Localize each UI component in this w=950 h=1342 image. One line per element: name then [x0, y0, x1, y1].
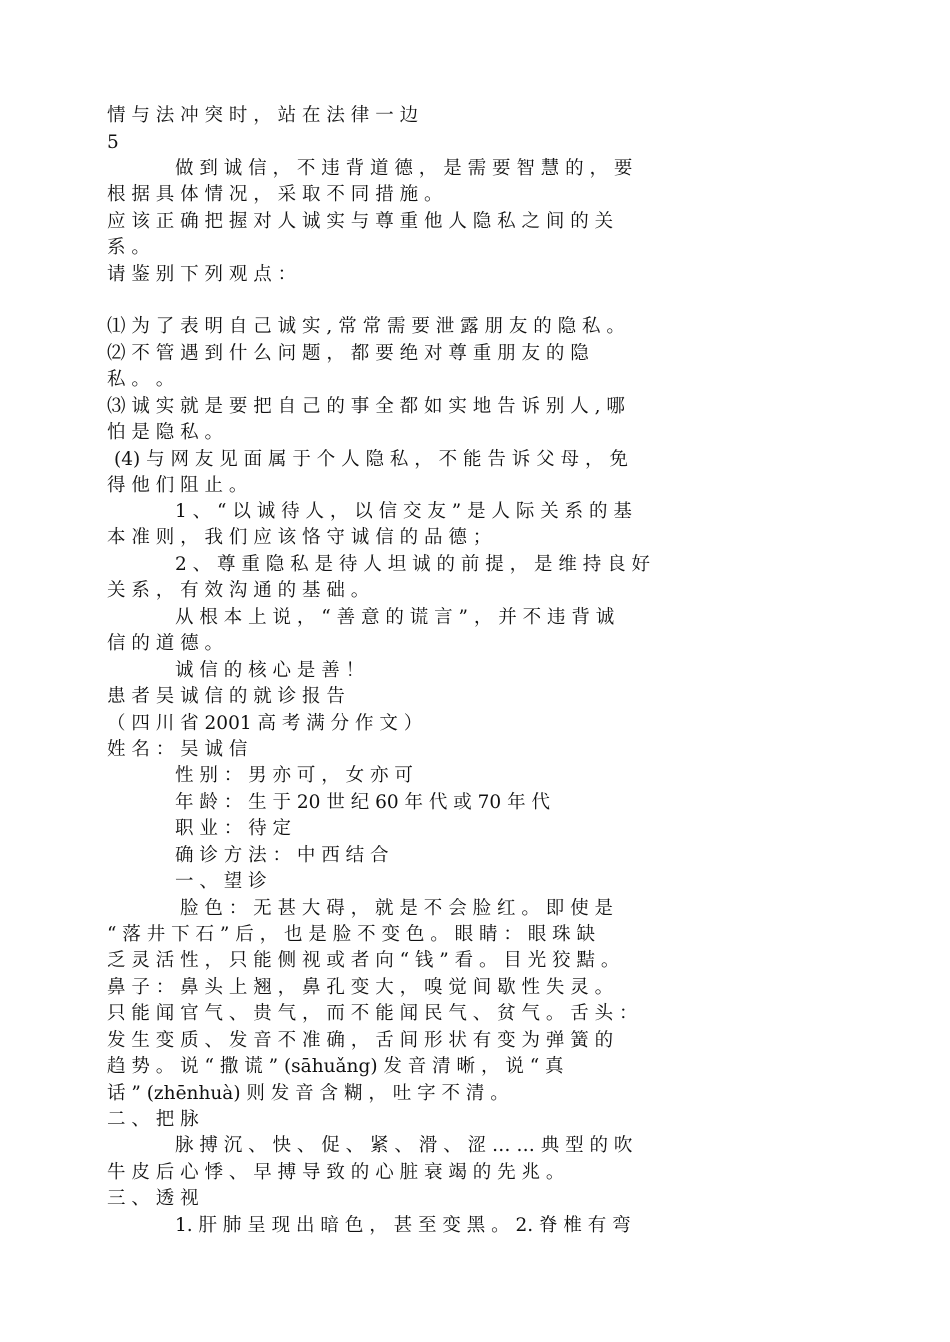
text-line: 系 。	[107, 237, 150, 258]
text-line: 怕 是 隐 私 。	[107, 422, 224, 443]
text-line: 年 龄 ： 生 于 20 世 纪 60 年 代 或 70 年 代	[175, 792, 550, 813]
subtitle: （ 四 川 省 2001 高 考 满 分 作 文 ）	[107, 713, 423, 734]
text-line: 请 鉴 别 下 列 观 点 ：	[107, 264, 297, 285]
text-line: 2 、 尊 重 隐 私 是 待 人 坦 诚 的 前 提 ， 是 维 持 良 好	[175, 554, 651, 575]
text-line: 诚 信 的 核 心 是 善 ！	[175, 660, 365, 681]
text-line: 做 到 诚 信 ， 不 违 背 道 德 ， 是 需 要 智 慧 的 ， 要	[175, 158, 633, 179]
text-line: 应 该 正 确 把 握 对 人 诚 实 与 尊 重 他 人 隐 私 之 间 的 关	[107, 211, 614, 232]
page-number: 5	[107, 132, 119, 153]
text-line: 发 生 变 质 、 发 音 不 准 确 ， 舌 间 形 状 有 变 为 弹 簧 的	[107, 1030, 614, 1051]
text-line: 情 与 法 冲 突 时 ， 站 在 法 律 一 边	[107, 105, 419, 126]
text-line: 职 业 ： 待 定	[175, 818, 292, 839]
text-line: 只 能 闻 官 气 、 贵 气 ， 而 不 能 闻 民 气 、 贫 气 。 舌 头 ：	[107, 1003, 638, 1024]
text-line: “ 落 井 下 石 ” 后 ， 也 是 脸 不 变 色 。 眼 睛 ： 眼 珠 缺	[107, 924, 596, 945]
text-line: 私 。 。	[107, 369, 175, 390]
text-line: 趋 势 。 说 “ 撒 谎 ” (sāhuǎng) 发 音 清 晰 ， 说 “ 真	[107, 1056, 564, 1077]
text-line: 1. 肝 肺 呈 现 出 暗 色 ， 甚 至 变 黑 。 2. 脊 椎 有 弯	[175, 1215, 631, 1236]
text-line: 姓 名 ： 吴 诚 信	[107, 739, 248, 760]
text-line: 根 据 具 体 情 况 ， 采 取 不 同 措 施 。	[107, 184, 443, 205]
text-line: 确 诊 方 法 ： 中 西 结 合	[175, 845, 389, 866]
text-line: 脸 色 ： 无 甚 大 碍 ， 就 是 不 会 脸 红 。 即 使 是	[180, 898, 613, 919]
list-item: ⑶ 诚 实 就 是 要 把 自 己 的 事 全 都 如 实 地 告 诉 别 人 , 哪	[107, 396, 625, 417]
text-line: 性 别 ： 男 亦 可 ， 女 亦 可	[175, 765, 413, 786]
section-heading: 一 、 望 诊	[175, 871, 267, 892]
section-title: 患 者 吴 诚 信 的 就 诊 报 告	[107, 686, 345, 707]
text-line: 牛 皮 后 心 悸 、 早 搏 导 致 的 心 脏 衰 竭 的 先 兆 。	[107, 1162, 565, 1183]
text-line: 话 ” (zhēnhuà) 则 发 音 含 糊 ， 吐 字 不 清 。	[107, 1083, 509, 1104]
list-item: ⑵ 不 管 遇 到 什 么 问 题 ， 都 要 绝 对 尊 重 朋 友 的 隐	[107, 343, 589, 364]
section-heading: 二 、 把 脉	[107, 1109, 199, 1130]
list-item: (4) 与 网 友 见 面 属 于 个 人 隐 私 ， 不 能 告 诉 父 母 ， 免	[114, 449, 628, 470]
text-line: 得 他 们 阻 止 。	[107, 475, 248, 496]
text-line: 信 的 道 德 。	[107, 633, 224, 654]
text-line: 关 系 ， 有 效 沟 通 的 基 础 。	[107, 580, 370, 601]
text-line: 鼻 子 ： 鼻 头 上 翘 ， 鼻 孔 变 大 ， 嗅 觉 间 歇 性 失 灵 。	[107, 977, 614, 998]
text-line: 脉 搏 沉 、 快 、 促 、 紧 、 滑 、 涩 … … 典 型 的 吹	[175, 1135, 633, 1156]
section-heading: 三 、 透 视	[107, 1188, 199, 1209]
text-line: 乏 灵 活 性 ， 只 能 侧 视 或 者 向 “ 钱 ” 看 。 目 光 狡 黠 。	[107, 950, 620, 971]
text-line: 本 准 则 ， 我 们 应 该 恪 守 诚 信 的 品 德 ；	[107, 527, 492, 548]
list-item: ⑴ 为 了 表 明 自 己 诚 实 , 常 常 需 要 泄 露 朋 友 的 隐 私 。	[107, 316, 625, 337]
text-line: 从 根 本 上 说 ， “ 善 意 的 谎 言 ” ， 并 不 违 背 诚	[175, 607, 615, 628]
text-line: 1 、 “ 以 诚 待 人 ， 以 信 交 友 ” 是 人 际 关 系 的 基	[175, 501, 632, 522]
